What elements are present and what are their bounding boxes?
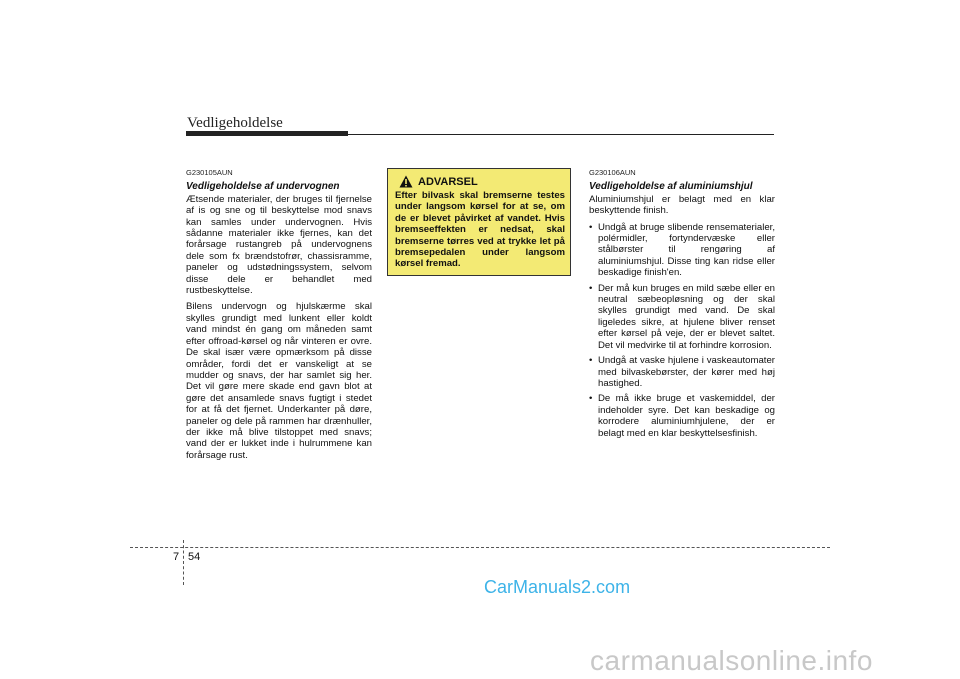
list-item: • Undgå at vaske hjulene i vaskeautomater med bilvaskebørster, der kører med høj hastighed. [589,355,775,389]
paragraph: Aluminiumshjul er belagt med en klar beskyttende finish. [589,193,775,217]
warning-triangle-icon [399,175,413,188]
header-rule-accent [186,131,348,136]
paragraph: Bilens undervogn og hjulskærme skal skylles grundigt med lunkent eller koldt vand mindst én gang om måneden samt efter offroad-kørsel og når vinteren er ovre. De skal især være opmærksom på disse områder, fordi det er vanskeligt at se mudder og snavs, der har samlet sig her. Det vil gøre mere skade end gavn blot at gøre det ansamlede snavs fugtigt i stedet for at få det fjernet. Underkanter på døre, paneler og dele på rammen har drænhuller, der ikke må blive tilstoppet med snavs; vand der er lukket inde i hulrummene kan forårsage rust. [186,301,372,461]
section-heading: Vedligeholdelse af undervognen [186,181,340,193]
section-number: 7 [173,551,180,563]
section-code: G230106AUN [589,168,636,177]
list-item: • Undgå at bruge slibende rensematerialer, polérmidler, fortyndervæske eller stålbørster til rengøring af aluminiumshjul. Disse ting kan ridse eller beskadige finish'en. [589,222,775,279]
left-column [186,167,372,466]
footer-rule [130,547,830,548]
watermark-secondary: carmanualsonline.info [590,645,873,676]
warning-box [387,168,571,276]
warning-header [395,175,565,188]
bullet-list [589,222,775,439]
warning-title: ADVARSEL [418,175,478,188]
watermark-primary: CarManuals2.com [484,577,631,597]
paragraph: Ætsende materialer, der bruges til fjernelse af is og sne og til beskyttelse mod snavs kan samles under undervognen. Hvis sådanne materialer ikke fjernes, kan det forårsage rustangreb på undervognens dele som fx brændstofrør, chassisramme, paneler og udstødningssystem, selvom disse dele er behandlet med rustbeskyttelse. [186,193,372,297]
footer-divider [183,540,184,585]
right-column [589,167,775,443]
section-code: G230105AUN [186,168,233,177]
warning-text: Efter bilvask skal bremserne testes under langsom kørsel for at se, om de er blevet påvirket af vandet. Hvis bremseeffekten er nedsat, skal bremserne tørres ved at trykke let på bremsepedalen under langsom kørsel fremad. [395,190,565,270]
page-header-title: Vedligeholdelse [187,115,283,131]
section-heading: Vedligeholdelse af aluminiumshjul [589,181,753,193]
page-number: 54 [188,551,201,563]
list-item: • De må ikke bruge et vaskemiddel, der indeholder syre. Det kan beskadige og korrodere aluminiumhjulene, der er belagt med en klar beskyttelsesfinish. [589,393,775,439]
list-item: • Der må kun bruges en mild sæbe eller en neutral sæbeopløsning og der skal skylles grundigt med vand. De skal ligeledes sikre, at hjulene bliver renset efter kørsel på veje, der er blevet saltet. Det vil medvirke til at forhindre korrosion. [589,283,775,351]
